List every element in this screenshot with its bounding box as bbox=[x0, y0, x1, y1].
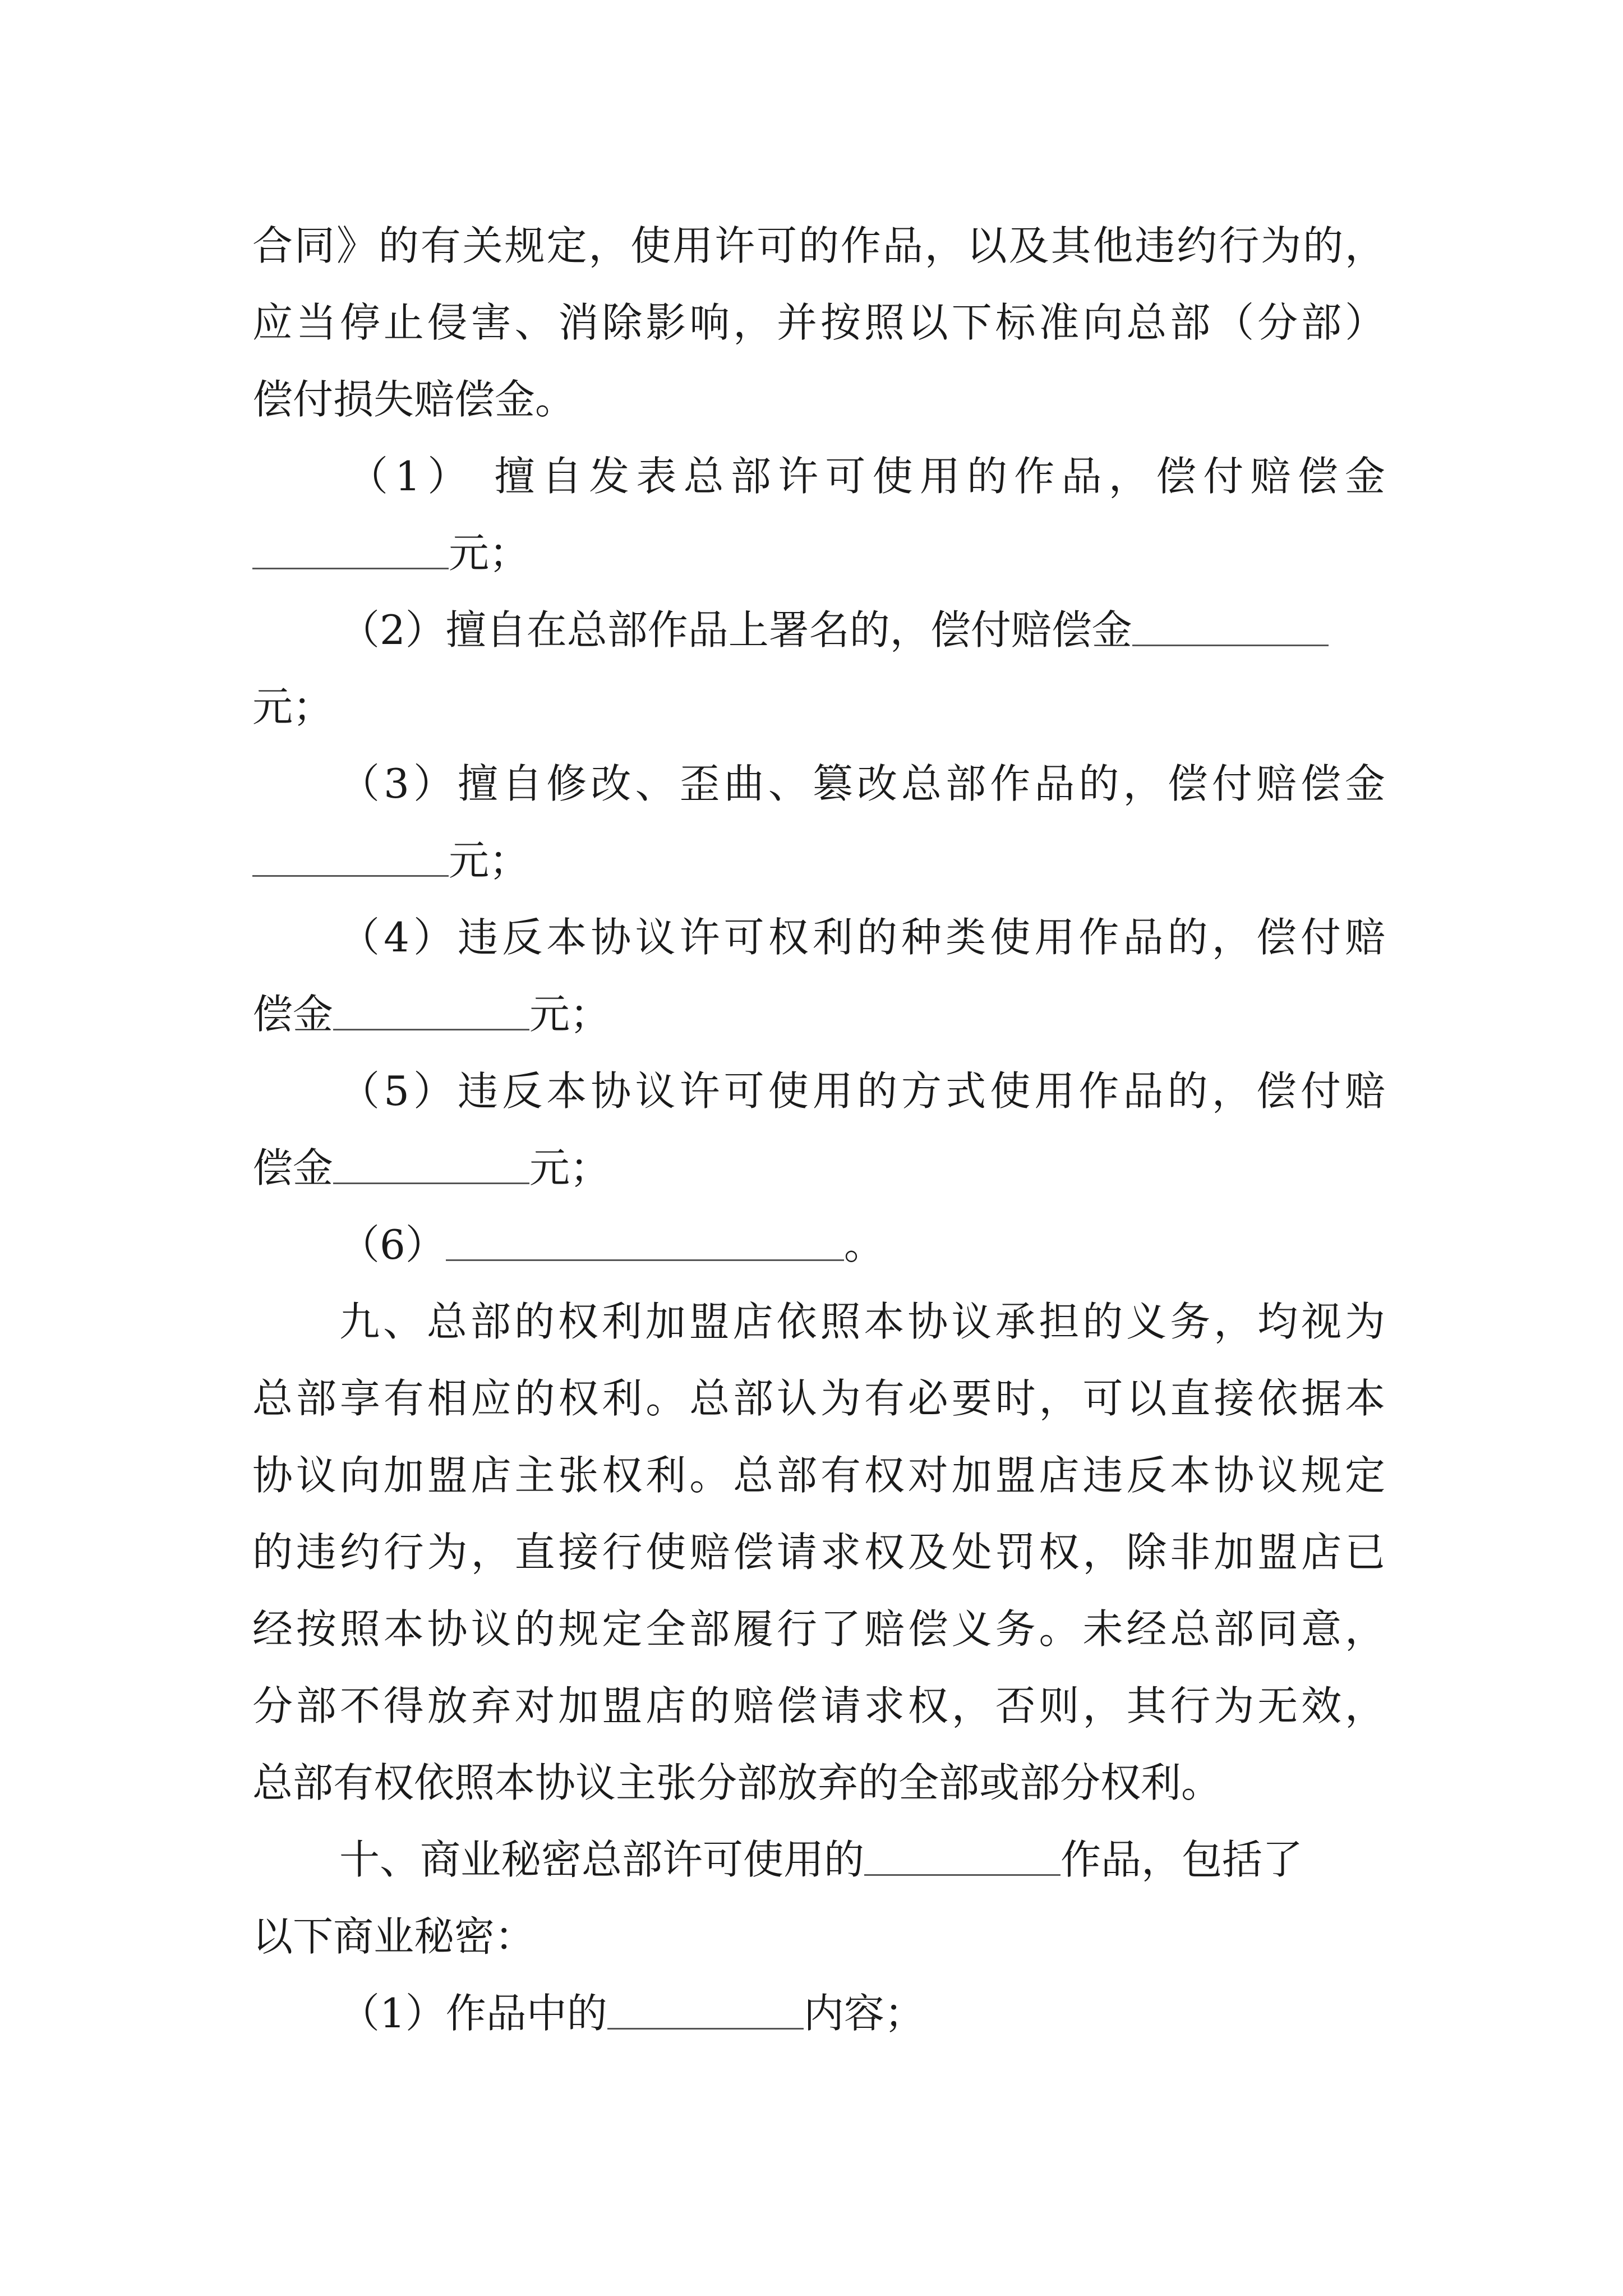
text-fragment: 十、商业秘密总部许可使用的 bbox=[339, 1836, 865, 1883]
list-item-5: （5）违反本协议许可使用的方式使用作品的，偿付赔 bbox=[339, 1068, 1385, 1115]
paragraph-9-line: 经按照本协议的规定全部履行了赔偿义务。未经总部同意， bbox=[252, 1605, 1385, 1653]
list-item-3: （3）擅自修改、歪曲、篡改总部作品的，偿付赔偿金 bbox=[339, 760, 1385, 807]
list-item-4-cont bbox=[252, 976, 1385, 1053]
list-item-1-cont bbox=[252, 515, 1385, 592]
text-fragment: 。 bbox=[843, 1221, 884, 1268]
list-item-4: （4）违反本协议许可权利的种类使用作品的，偿付赔 bbox=[339, 914, 1385, 961]
text-fragment: （2）擅自在总部作品上署名的，偿付赔偿金 bbox=[339, 606, 1132, 654]
fill-in-blank bbox=[333, 992, 529, 1030]
paragraph-9-line: 总部享有相应的权利。总部认为有必要时，可以直接依据本 bbox=[252, 1375, 1385, 1422]
text-fragment: 元； bbox=[529, 991, 611, 1038]
fill-in-blank bbox=[252, 839, 449, 877]
list-item-1: （1） 擅自发表总部许可使用的作品，偿付赔偿金 bbox=[348, 453, 1385, 500]
fill-in-blank bbox=[446, 1223, 844, 1261]
paragraph-9-line: 协议向加盟店主张权利。总部有权对加盟店违反本协议规定 bbox=[252, 1452, 1385, 1499]
fill-in-blank bbox=[252, 531, 449, 569]
paragraph-9-line: 分部不得放弃对加盟店的赔偿请求权，否则，其行为无效， bbox=[252, 1682, 1385, 1729]
text-fragment: 元； bbox=[449, 530, 530, 577]
text-line: 合同》的有关规定，使用许可的作品，以及其他违约行为的， bbox=[252, 222, 1385, 269]
text-fragment: 元； bbox=[449, 837, 530, 884]
paragraph-9-line: 九、总部的权利加盟店依照本协议承担的义务，均视为 bbox=[339, 1298, 1385, 1345]
text-line: 偿付损失赔偿金。 bbox=[252, 376, 576, 423]
document-page bbox=[252, 208, 1385, 2052]
paragraph-9-line: 总部有权依照本协议主张分部放弃的全部或部分权利。 bbox=[252, 1759, 1222, 1806]
list-item-2 bbox=[252, 592, 1385, 669]
text-fragment: 作品，包括了 bbox=[1061, 1836, 1303, 1883]
text-fragment: 元； bbox=[529, 1144, 611, 1191]
text-fragment: （1）作品中的 bbox=[339, 1990, 607, 2037]
list-item-2-cont: 元； bbox=[252, 683, 334, 730]
text-line: 应当停止侵害、消除影响，并按照以下标准向总部（分部） bbox=[252, 299, 1385, 346]
text-fragment: 偿金 bbox=[252, 1144, 334, 1191]
list-item-6 bbox=[252, 1207, 1385, 1283]
fill-in-blank bbox=[864, 1838, 1061, 1876]
list-item-3-cont bbox=[252, 822, 1385, 899]
text-fragment: 偿金 bbox=[252, 991, 334, 1038]
paragraph-10-item-1 bbox=[252, 1975, 1385, 2052]
list-item-5-cont bbox=[252, 1130, 1385, 1207]
text-fragment: 内容； bbox=[803, 1990, 925, 2037]
paragraph-10-line bbox=[252, 1821, 1385, 1898]
fill-in-blank bbox=[333, 1146, 529, 1184]
paragraph-9-line: 的违约行为，直接行使赔偿请求权及处罚权，除非加盟店已 bbox=[252, 1529, 1385, 1576]
fill-in-blank bbox=[1132, 608, 1329, 646]
text-fragment: （6） bbox=[339, 1221, 446, 1268]
paragraph-10-line: 以下商业秘密： bbox=[252, 1913, 536, 1960]
fill-in-blank bbox=[607, 1991, 804, 2030]
